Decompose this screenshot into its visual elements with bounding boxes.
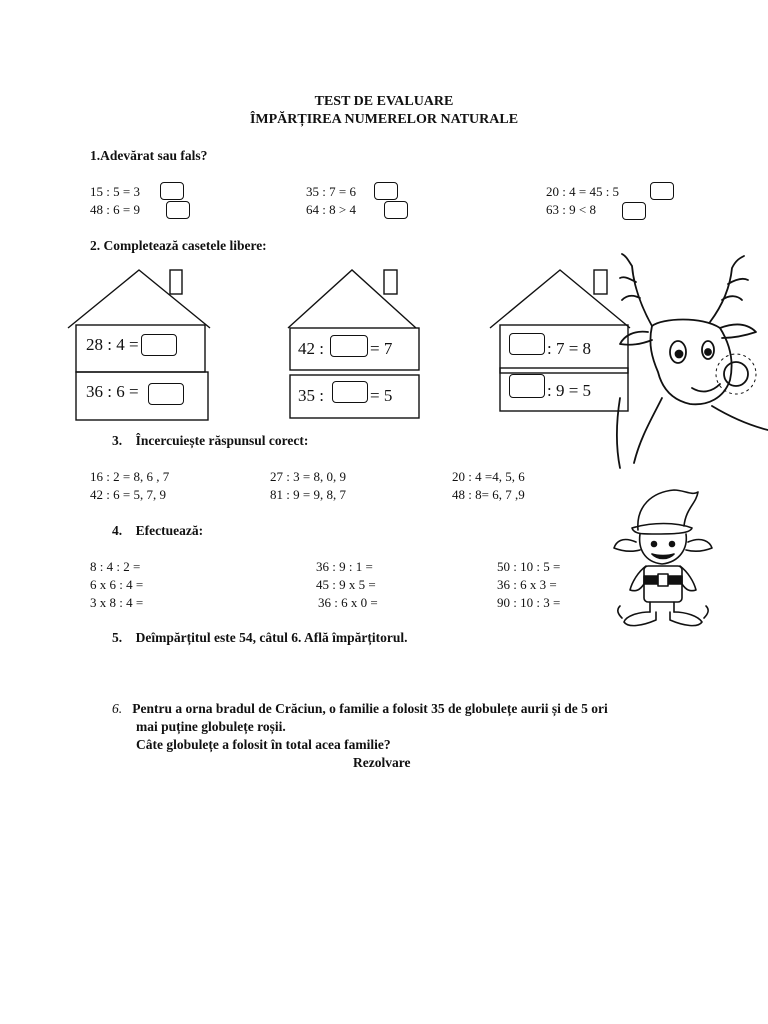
elf-illustration	[612, 486, 716, 634]
q6-solution-label: Rezolvare	[353, 755, 411, 770]
q4-text: Efectuează:	[135, 523, 204, 538]
answer-box[interactable]	[622, 202, 646, 220]
q3-item: 20 : 4 =4, 5, 6	[452, 469, 525, 484]
answer-box[interactable]	[650, 182, 674, 200]
house-1-top-answer-box[interactable]	[141, 334, 177, 356]
q6-line-1	[112, 701, 608, 717]
q4-item: 3 x 8 : 4 =	[90, 595, 144, 610]
q1-item: 20 : 4 = 45 : 5	[546, 184, 620, 199]
house-1-top-equation: 28 : 4 =	[86, 335, 139, 354]
q3-title	[112, 433, 308, 449]
q4-item: 45 : 9 x 5 =	[316, 577, 376, 592]
q3-number: 3.	[112, 433, 123, 448]
q6-line-3: Câte globulețe a folosit în total acea familie?	[136, 737, 391, 752]
q4-number: 4.	[112, 523, 123, 538]
q2-number: 2.	[90, 238, 101, 253]
q4-item: 36 : 6 x 0 =	[318, 595, 378, 610]
q1-item: 35 : 7 = 6	[306, 184, 356, 199]
q4-item: 6 x 6 : 4 =	[90, 577, 144, 592]
q6-text-1: Pentru a orna bradul de Crăciun, o familie a folosit 35 de globulețe aurii și de 5 ori	[132, 701, 608, 716]
house-3-bottom-answer-box[interactable]	[509, 374, 545, 398]
house-3-top-answer-box[interactable]	[509, 333, 545, 355]
q3-item: 27 : 3 = 8, 0, 9	[270, 469, 346, 484]
q4-item: 36 : 6 x 3 =	[497, 577, 557, 592]
q1-item: 64 : 8 > 4	[306, 202, 356, 217]
q4-item: 50 : 10 : 5 =	[497, 559, 561, 574]
q3-item: 48 : 8= 6, 7 ,9	[452, 487, 525, 502]
q6-number: 6.	[112, 701, 123, 716]
q1-title: 1.Adevărat sau fals?	[90, 148, 208, 163]
answer-box[interactable]	[166, 201, 190, 219]
house-2-bottom-left: 35 :	[298, 386, 324, 405]
house-3-top-right: : 7 = 8	[547, 339, 592, 358]
house-2-bottom-answer-box[interactable]	[332, 381, 368, 403]
q5-title	[112, 630, 407, 646]
q4-title	[112, 523, 203, 539]
q1-item: 63 : 9 < 8	[546, 202, 596, 217]
house-1-bottom-equation: 36 : 6 =	[86, 382, 139, 401]
q3-text: Încercuiește răspunsul corect:	[135, 433, 309, 448]
house-2-top-answer-box[interactable]	[330, 335, 368, 357]
q2-text: Completează casetele libere:	[103, 238, 267, 253]
answer-box[interactable]	[160, 182, 184, 200]
reindeer-illustration	[612, 248, 768, 470]
q4-item: 8 : 4 : 2 =	[90, 559, 141, 574]
q5-number: 5.	[112, 630, 123, 645]
q3-item: 42 : 6 = 5, 7, 9	[90, 487, 166, 502]
q4-item: 90 : 10 : 3 =	[497, 595, 561, 610]
q1-item: 15 : 5 = 3	[90, 184, 140, 199]
q2-title	[90, 238, 267, 254]
page-title: TEST DE EVALUARE	[314, 94, 454, 109]
q3-item: 16 : 2 = 8, 6 , 7	[90, 469, 170, 484]
q1-item: 48 : 6 = 9	[90, 202, 140, 217]
answer-box[interactable]	[384, 201, 408, 219]
q6-line-2: mai puține globulețe roșii.	[136, 719, 286, 734]
house-2-bottom-right: = 5	[370, 386, 393, 405]
page-subtitle: ÎMPĂRȚIREA NUMERELOR NATURALE	[249, 112, 519, 127]
house-2-top-left: 42 :	[298, 339, 324, 358]
house-3-bottom-right: : 9 = 5	[547, 381, 592, 400]
house-1-bottom-answer-box[interactable]	[148, 383, 184, 405]
q5-text: Deîmpărțitul este 54, câtul 6. Află împărțitorul.	[135, 630, 408, 645]
q4-item: 36 : 9 : 1 =	[316, 559, 373, 574]
q3-item: 81 : 9 = 9, 8, 7	[270, 487, 346, 502]
house-2-top-right: = 7	[370, 339, 393, 358]
answer-box[interactable]	[374, 182, 398, 200]
